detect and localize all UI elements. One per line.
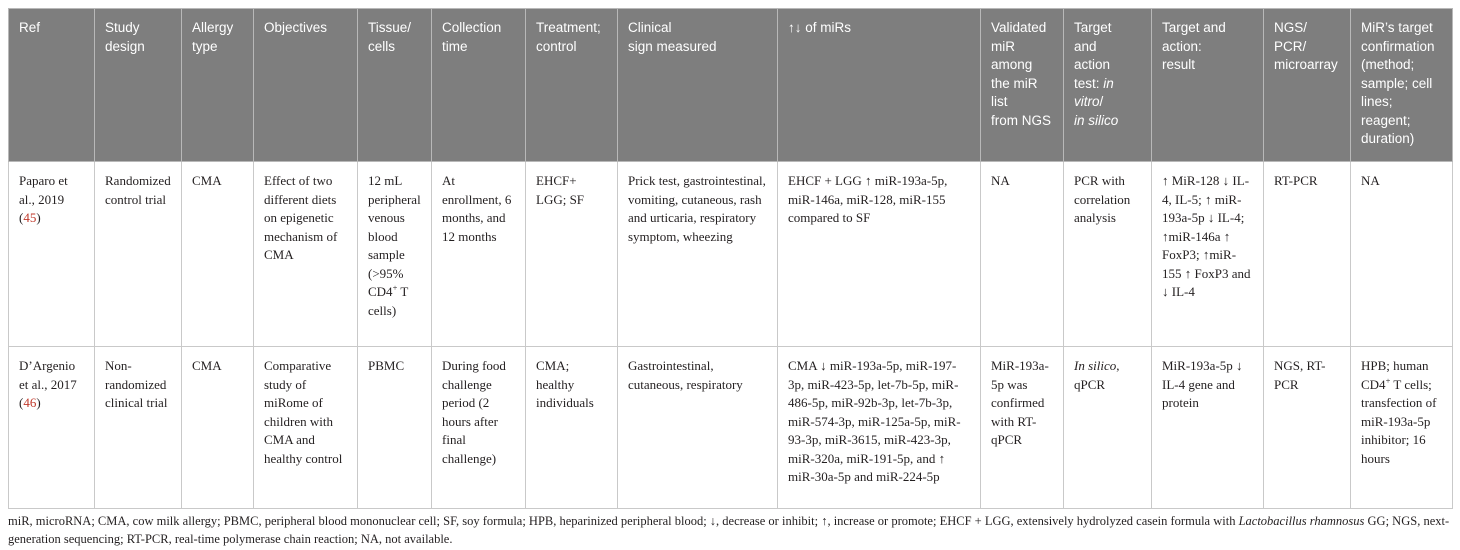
cell-treatment: EHCF+ LGG; SF: [526, 162, 618, 347]
cell-mirs: CMA ↓ miR-193a-5p, miR-197-3p, miR-423-5p, let-7b-5p, miR-486-5p, miR-92b-3p, let-7b-3p, miR-574-3p, miR-125a-5p, miR-93-3p, miR-3615, miR-423-3p, miR-320a, miR-191-5p, and ↑ miR-30a-5p and miR-224-5p: [778, 347, 981, 509]
cell-validated: NA: [981, 162, 1064, 347]
header-ref: Ref: [9, 9, 95, 162]
cell-objectives: Comparative study of miRome of children with CMA and healthy control: [254, 347, 358, 509]
cell-allergy-type: CMA: [182, 162, 254, 347]
cell-treatment: CMA; healthy individuals: [526, 347, 618, 509]
table-row: [9, 162, 1453, 347]
mirna-study-table: [8, 8, 1453, 509]
cell-confirmation: HPB; human CD4+ T cells; transfection of miR-193a-5p inhibitor; 16 hours: [1351, 347, 1453, 509]
header-validated: Validated miR among the miR list from NGS: [981, 9, 1064, 162]
header-target-test: Target and action test: in vitro/ in silico: [1064, 9, 1152, 162]
header-allergy-type: Allergy type: [182, 9, 254, 162]
cell-tissue: 12 mL peripheral venous blood sample (>95% CD4+ T cells): [358, 162, 432, 347]
cell-ngs: NGS, RT-PCR: [1264, 347, 1351, 509]
cell-clinical: Prick test, gastrointestinal, vomiting, cutaneous, rash and urticaria, respiratory symptom, wheezing: [618, 162, 778, 347]
cell-clinical: Gastrointestinal, cutaneous, respiratory: [618, 347, 778, 509]
cell-confirmation: NA: [1351, 162, 1453, 347]
header-tissue: Tissue/ cells: [358, 9, 432, 162]
cell-allergy-type: CMA: [182, 347, 254, 509]
header-study-design: Study design: [95, 9, 182, 162]
cell-tissue: PBMC: [358, 347, 432, 509]
header-treatment: Treatment; control: [526, 9, 618, 162]
cell-target-result: ↑ MiR-128 ↓ IL-4, IL-5; ↑ miR-193a-5p ↓ IL-4; ↑miR-146a ↑ FoxP3; ↑miR-155 ↑ FoxP3 and ↓ IL-4: [1152, 162, 1264, 347]
header-confirmation: MiR’s target confirmation (method; sample; cell lines; reagent; duration): [1351, 9, 1453, 162]
cell-study-design: Non-randomized clinical trial: [95, 347, 182, 509]
cell-collection: At enrollment, 6 months, and 12 months: [432, 162, 526, 347]
header-collection: Collection time: [432, 9, 526, 162]
cell-collection: During food challenge period (2 hours after final challenge): [432, 347, 526, 509]
header-objectives: Objectives: [254, 9, 358, 162]
header-ngs: NGS/ PCR/ microarray: [1264, 9, 1351, 162]
table-container: [8, 8, 1452, 548]
header-target-result: Target and action: result: [1152, 9, 1264, 162]
cell-ref: Paparo et al., 2019 (45): [9, 162, 95, 347]
cell-validated: MiR-193a-5p was confirmed with RT-qPCR: [981, 347, 1064, 509]
cell-ref: D’Argenio et al., 2017 (46): [9, 347, 95, 509]
table-row: [9, 347, 1453, 509]
cell-mirs: EHCF + LGG ↑ miR-193a-5p, miR-146a, miR-128, miR-155 compared to SF: [778, 162, 981, 347]
header-clinical: Clinical sign measured: [618, 9, 778, 162]
cell-target-test: In silico, qPCR: [1064, 347, 1152, 509]
reference-link[interactable]: 46: [23, 395, 37, 410]
cell-target-result: MiR-193a-5p ↓ IL-4 gene and protein: [1152, 347, 1264, 509]
reference-link[interactable]: 45: [23, 210, 37, 225]
cell-ngs: RT-PCR: [1264, 162, 1351, 347]
cell-target-test: PCR with correlation analysis: [1064, 162, 1152, 347]
header-row: [9, 9, 1453, 162]
header-mirs: ↑↓ of miRs: [778, 9, 981, 162]
cell-objectives: Effect of two different diets on epigenetic mechanism of CMA: [254, 162, 358, 347]
table-footnote: miR, microRNA; CMA, cow milk allergy; PBMC, peripheral blood mononuclear cell; SF, soy formula; HPB, heparinized peripheral blood; ↓, decrease or inhibit; ↑, increase or promote; EHCF + LGG, extensively hydrolyzed casein formula with Lactobacillus rhamnosus GG; NGS, next-generation sequencing; RT-PCR, real-time polymerase chain reaction; NA, not available.: [8, 514, 1450, 546]
cell-study-design: Randomized control trial: [95, 162, 182, 347]
